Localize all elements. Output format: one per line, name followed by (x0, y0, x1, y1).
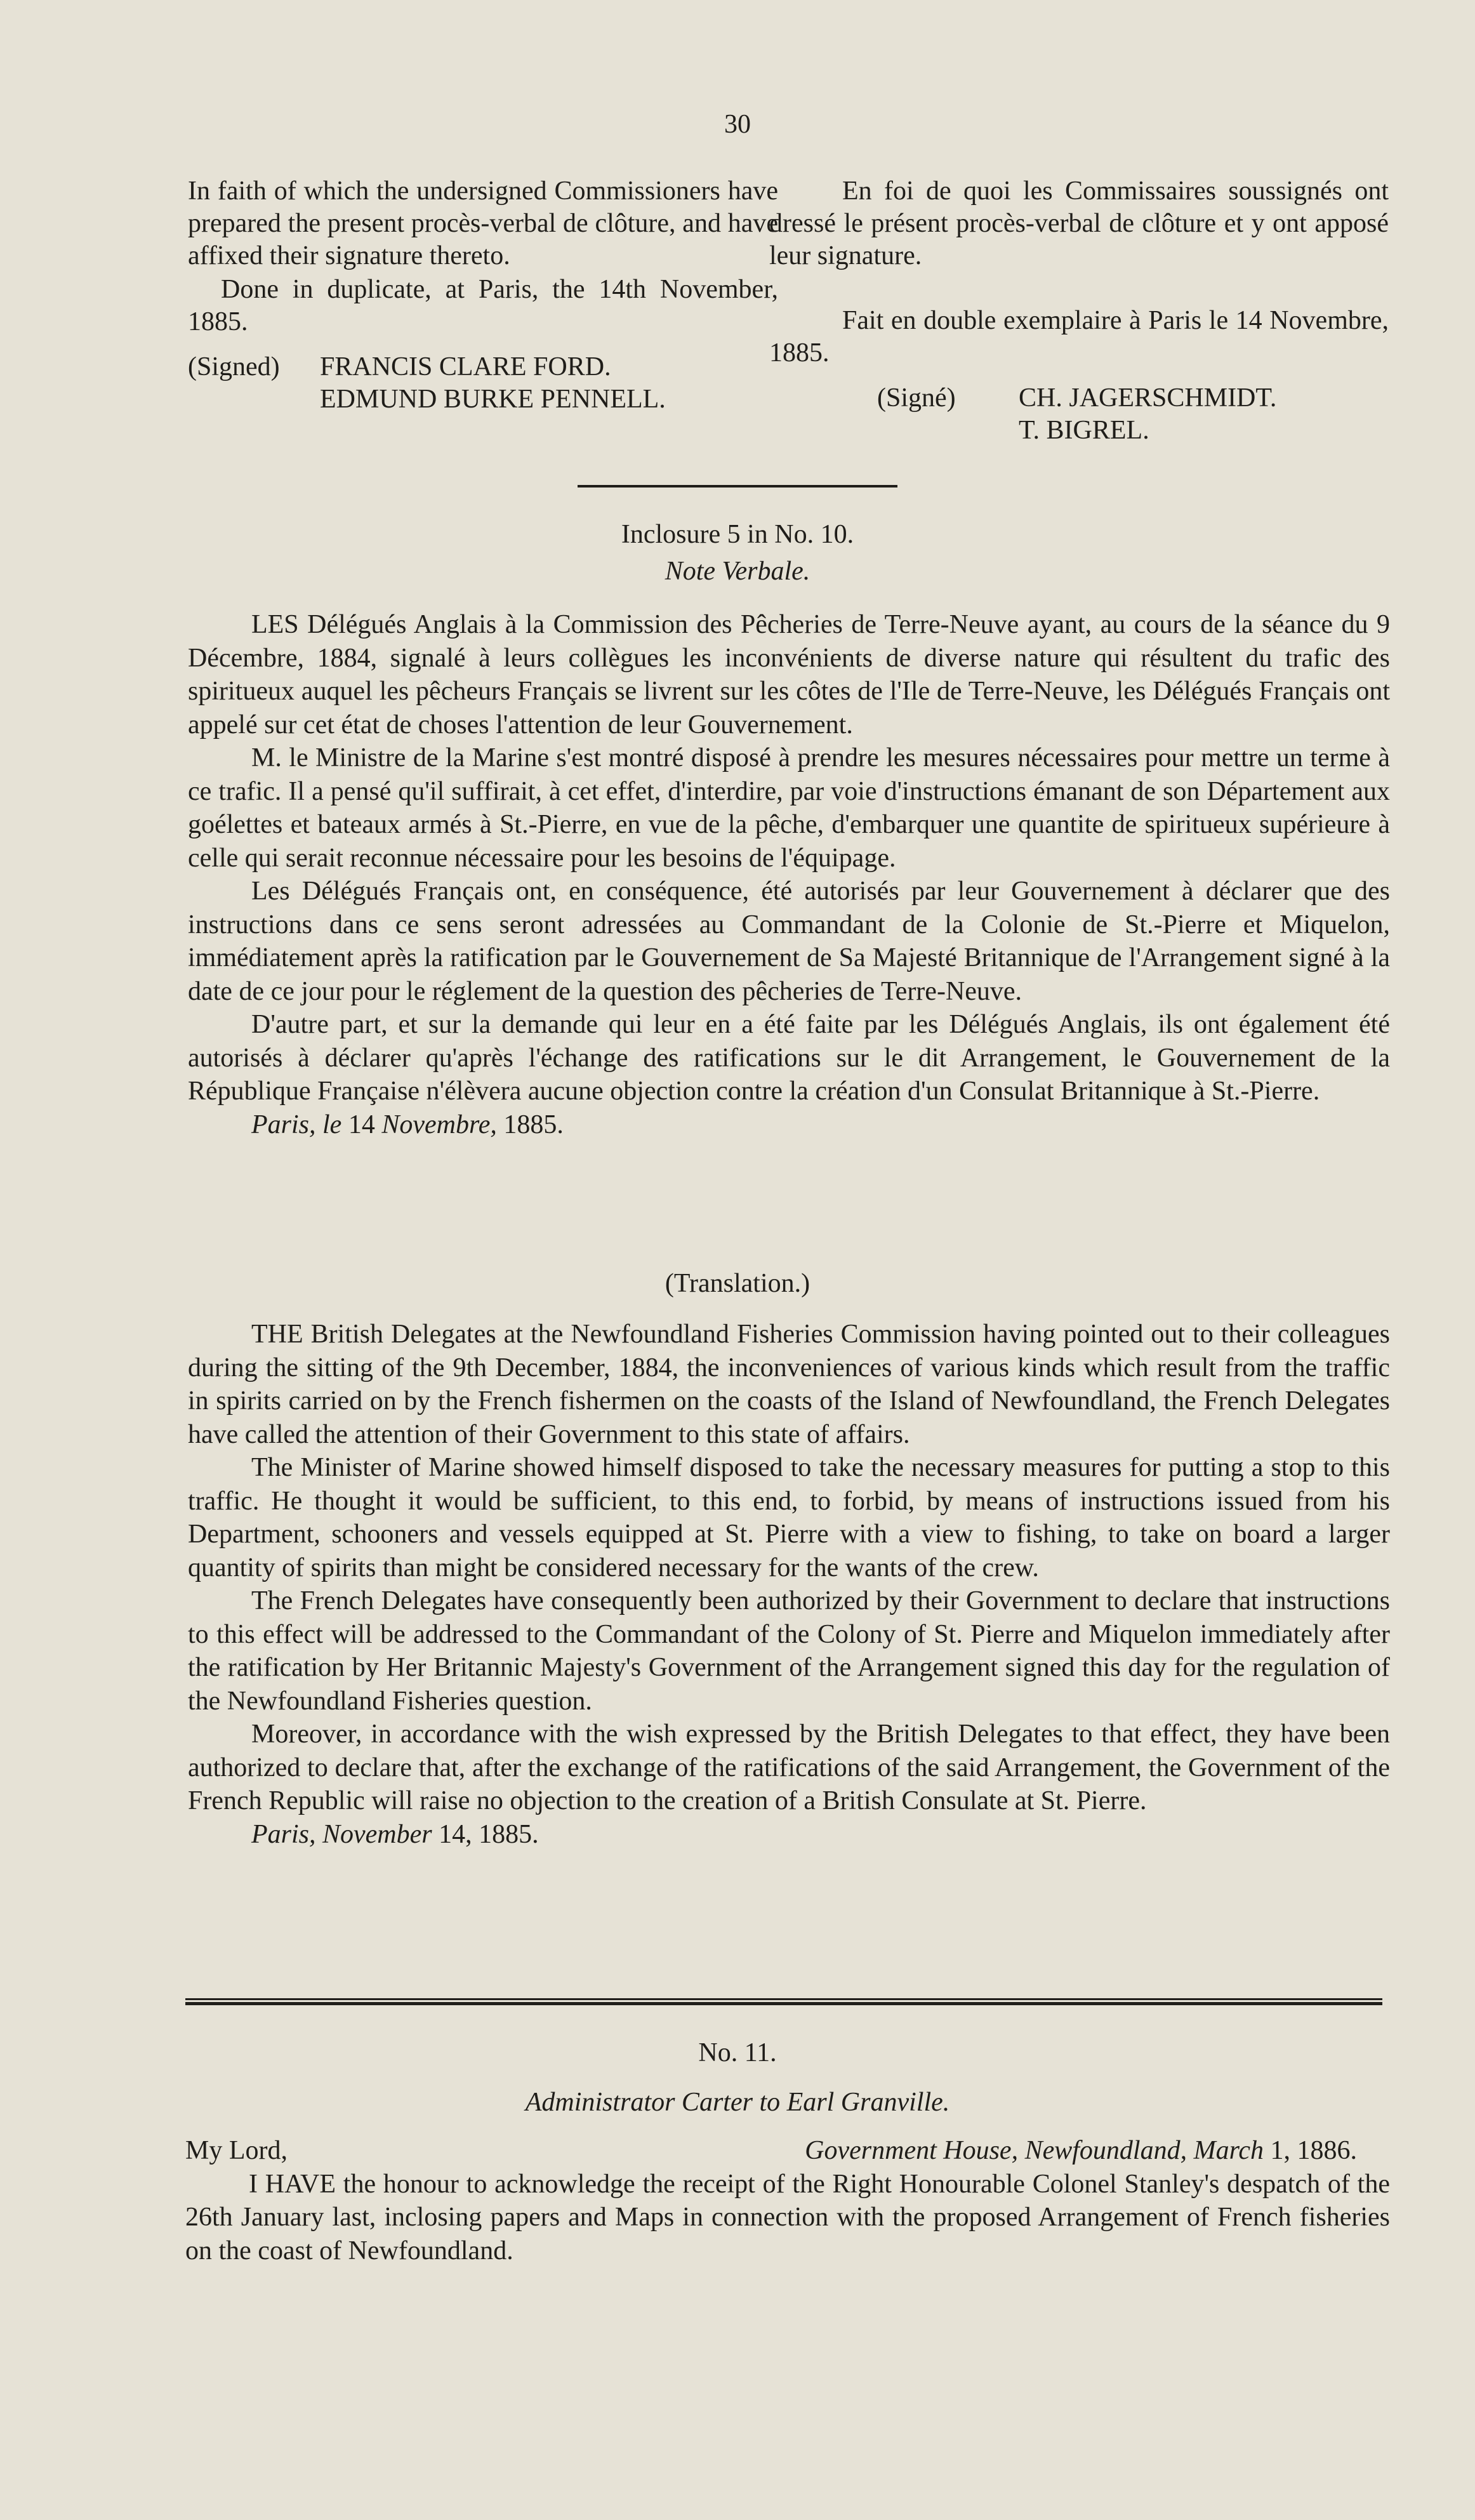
letter-dateline (185, 2134, 1390, 2168)
page-number: 30 (724, 110, 751, 139)
left-column (188, 175, 778, 416)
no11-subheading: Administrator Carter to Earl Granville. (525, 2088, 950, 2117)
english-paragraph-1: THE British Delegates at the Newfoundland Fisheries Commission having pointed out to their colleagues during the sitting of the 9th December, 1884, the inconveniences of various kinds which result from the traffic in spirits carried on by the French fishermen on the coasts of the Island of Newfoundland, the French Delegates have called the attention of their Government to this state of affairs. (188, 1320, 1390, 1449)
letter-date (805, 2134, 1357, 2168)
section-divider (578, 485, 897, 487)
french-paragraph-4: D'autre part, et sur la demande qui leur en a été faite par les Délégués Anglais, ils ont également été autorisés à déclarer qu'après l'échange des ratifications sur le dit Arrangement, le Gouvernement de la République Française n'élèvera aucune objection contre la création d'un Consulat Britannique à St.-Pierre. (188, 1010, 1390, 1106)
signatory-ford: FRANCIS CLARE FORD. (320, 352, 611, 381)
letter-date-day: 1, 1886. (1270, 2136, 1357, 2165)
note-verbale-heading: Note Verbale. (665, 557, 810, 586)
no11-letter (185, 2134, 1390, 2267)
left-signature-block (188, 351, 778, 416)
inclosure-heading: Inclosure 5 in No. 10. (621, 520, 854, 549)
french-date (188, 1108, 1390, 1142)
right-column (769, 175, 1389, 447)
french-date-day: 14 (348, 1110, 375, 1139)
right-done-paragraph: Fait en double exemplaire à Paris le 14 Novembre, 1885. (769, 306, 1389, 368)
english-paragraph-2: The Minister of Marine showed himself disposed to take the necessary measures for putting a stop to this traffic. He thought it would be sufficient, to this end, to forbid, by means of instructions issued from his Department, schooners and vessels equipped at St. Pierre with a view to fishing, to take on board a larger quantity of spirits than might be considered necessary for the wants of the crew. (188, 1453, 1390, 1582)
english-date-rest: 14, 1885. (439, 1819, 539, 1849)
english-paragraph-3: The French Delegates have consequently been authorized by their Government to declare that instructions to this effect will be addressed to the Commandant of the Colony of St. Pierre and Miquelon immediately after the ratification by Her Britannic Majesty's Government of the Arrangement signed this day for the regulation of the Newfoundland Fisheries question. (188, 1586, 1390, 1716)
english-date (188, 1818, 1390, 1852)
left-done-paragraph: Done in duplicate, at Paris, the 14th November, 1885. (188, 275, 778, 336)
long-divider-top (185, 1998, 1382, 2000)
signatory-pennell: EDMUND BURKE PENNELL. (320, 385, 666, 414)
english-date-italic: Paris, November (251, 1819, 432, 1849)
letter-paragraph-1: I HAVE the honour to acknowledge the receipt of the Right Honourable Colonel Stanley's despatch of the 26th January last, inclosing papers and Maps in connection with the proposed Arrangement of French fisheries on the coast of Newfoundland. (185, 2169, 1390, 2265)
right-signatories (1019, 382, 1276, 447)
right-closing-paragraph: En foi de quoi les Commissaires soussignés ont dressé le présent procès-verbal de clôture et y ont apposé leur signature. (769, 176, 1389, 270)
right-signature-block (769, 382, 1389, 447)
no11-heading: No. 11. (698, 2038, 777, 2067)
signatory-bigrel: T. BIGREL. (1019, 416, 1149, 445)
signatory-jagerschmidt: CH. JAGERSCHMIDT. (1019, 383, 1277, 413)
french-paragraph-3: Les Délégués Français ont, en conséquence, été autorisés par leur Gouvernement à déclarer que des instructions dans ce sens seront adressées au Commandant de la Colonie de St.-Pierre et Miquelon, immédiatement après la ratification par le Gouvernement de Sa Majesté Britannique de l'Arrangement signé à la date de ce jour pour le réglement de la question des pêcheries de Terre-Neuve. (188, 877, 1390, 1006)
french-date-year: 1885. (503, 1110, 564, 1139)
translation-label: (Translation.) (665, 1269, 810, 1298)
french-date-month: Novembre, (381, 1110, 497, 1139)
left-closing-paragraph: In faith of which the undersigned Commissioners have prepared the present procès-verbal de clôture, and have affixed their signature thereto. (188, 176, 778, 270)
signed-label: (Signed) (188, 352, 280, 381)
french-date-place: Paris, le (251, 1110, 342, 1139)
letter-date-place: Government House, Newfoundland, March (805, 2136, 1264, 2165)
salutation: My Lord, (185, 2136, 288, 2165)
french-paragraph-2: M. le Ministre de la Marine s'est montré disposé à prendre les mesures nécessaires pour mettre un terme à ce trafic. Il a pensé qu'il suffirait, à cet effet, d'interdire, par voie d'instructions émanant de son Département aux goélettes et bateaux armés à St.-Pierre, en vue de la pêche, d'embarquer une quantite de spiritueux supérieure à celle qui serait reconnue nécessaire pour les besoins de l'équipage. (188, 743, 1390, 873)
english-paragraph-4: Moreover, in accordance with the wish expressed by the British Delegates to that effect, they have been authorized to declare that, after the exchange of the ratifications of the said Arrangement, the Government of the French Republic will raise no objection to the creation of a British Consulate at St. Pierre. (188, 1720, 1390, 1815)
english-note-body (188, 1318, 1390, 1851)
long-divider-bottom (185, 2002, 1382, 2005)
french-paragraph-1: LES Délégués Anglais à la Commission des Pêcheries de Terre-Neuve ayant, au cours de la séance du 9 Décembre, 1884, signalé à leurs collègues les inconvénients de diverse nature qui résultent du trafic des spiritueux auquel les pêcheurs Français se livrent sur les côtes de l'Ile de Terre-Neuve, les Délégués Français ont appelé sur cet état de choses l'attention de leur Gouvernement. (188, 610, 1390, 739)
signe-label: (Signé) (877, 383, 956, 413)
french-note-body (188, 608, 1390, 1141)
left-signatories (320, 351, 666, 416)
